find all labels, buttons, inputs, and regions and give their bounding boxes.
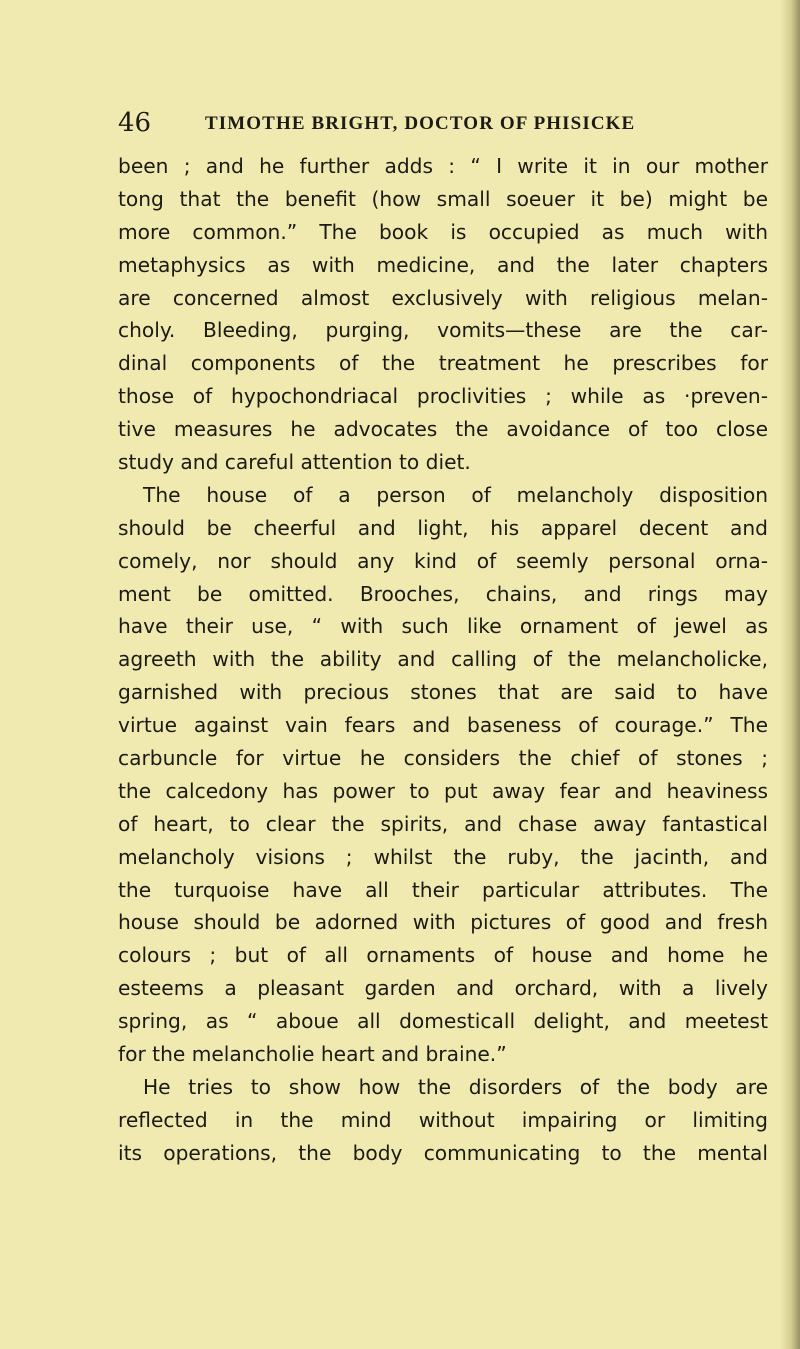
text-line: those of hypochondriacal proclivities ; while as ·preven- xyxy=(118,384,768,409)
text-line: carbuncle for virtue he considers the chief of stones ; xyxy=(118,746,768,771)
text-line: of heart, to clear the spirits, and chase away fantastical xyxy=(118,811,768,836)
text-line: metaphysics as with medicine, and the later chapters xyxy=(118,252,768,277)
text-line: agreeth with the ability and calling of the melancholicke, xyxy=(118,647,768,672)
text-line: esteems a pleasant garden and orchard, with a lively xyxy=(118,976,768,1001)
text-line: ment be omitted. Brooches, chains, and rings may xyxy=(118,581,768,606)
body-text xyxy=(118,150,768,1170)
text-line: tive measures he advocates the avoidance of too close xyxy=(118,417,768,442)
text-line: virtue against vain fears and baseness of courage.” The xyxy=(118,713,768,738)
page-number: 46 xyxy=(118,108,152,138)
text-line: reflected in the mind without impairing or limiting xyxy=(118,1107,768,1132)
running-title: TIMOTHE BRIGHT, DOCTOR OF PHISICKE xyxy=(205,113,636,134)
text-line: the calcedony has power to put away fear and heaviness xyxy=(118,778,768,803)
text-line: have their use, “ with such like ornament of jewel as xyxy=(118,614,768,639)
text-line: should be cheerful and light, his apparel decent and xyxy=(118,515,768,540)
paragraph-start-line: He tries to show how the disorders of the body are xyxy=(143,1074,768,1099)
text-line: its operations, the body communicating to the mental xyxy=(118,1140,768,1165)
text-line: garnished with precious stones that are said to have xyxy=(118,680,768,705)
text-line: choly. Bleeding, purging, vomits—these are the car- xyxy=(118,318,768,343)
text-line: for the melancholie heart and braine.” xyxy=(118,1042,507,1067)
paragraph-start-line: The house of a person of melancholy disposition xyxy=(143,482,768,507)
text-line: melancholy visions ; whilst the ruby, the jacinth, and xyxy=(118,844,768,869)
page-edge-shadow xyxy=(780,0,800,1349)
text-line: been ; and he further adds : “ I write it in our mother xyxy=(118,154,768,178)
text-line: colours ; but of all ornaments of house and home he xyxy=(118,943,768,968)
text-line: house should be adorned with pictures of good and fresh xyxy=(118,910,768,935)
text-line: are concerned almost exclusively with religious melan- xyxy=(118,285,768,310)
text-line: spring, as “ aboue all domesticall delight, and meetest xyxy=(118,1009,768,1034)
text-line: comely, nor should any kind of seemly personal orna- xyxy=(118,548,768,573)
running-head xyxy=(118,105,778,145)
text-line: tong that the benefit (how small soeuer it be) might be xyxy=(118,186,768,211)
text-line: more common.” The book is occupied as much with xyxy=(118,219,768,244)
text-line: the turquoise have all their particular attributes. The xyxy=(118,877,768,902)
text-line: dinal components of the treatment he prescribes for xyxy=(118,351,768,376)
text-line: study and careful attention to diet. xyxy=(118,450,471,475)
